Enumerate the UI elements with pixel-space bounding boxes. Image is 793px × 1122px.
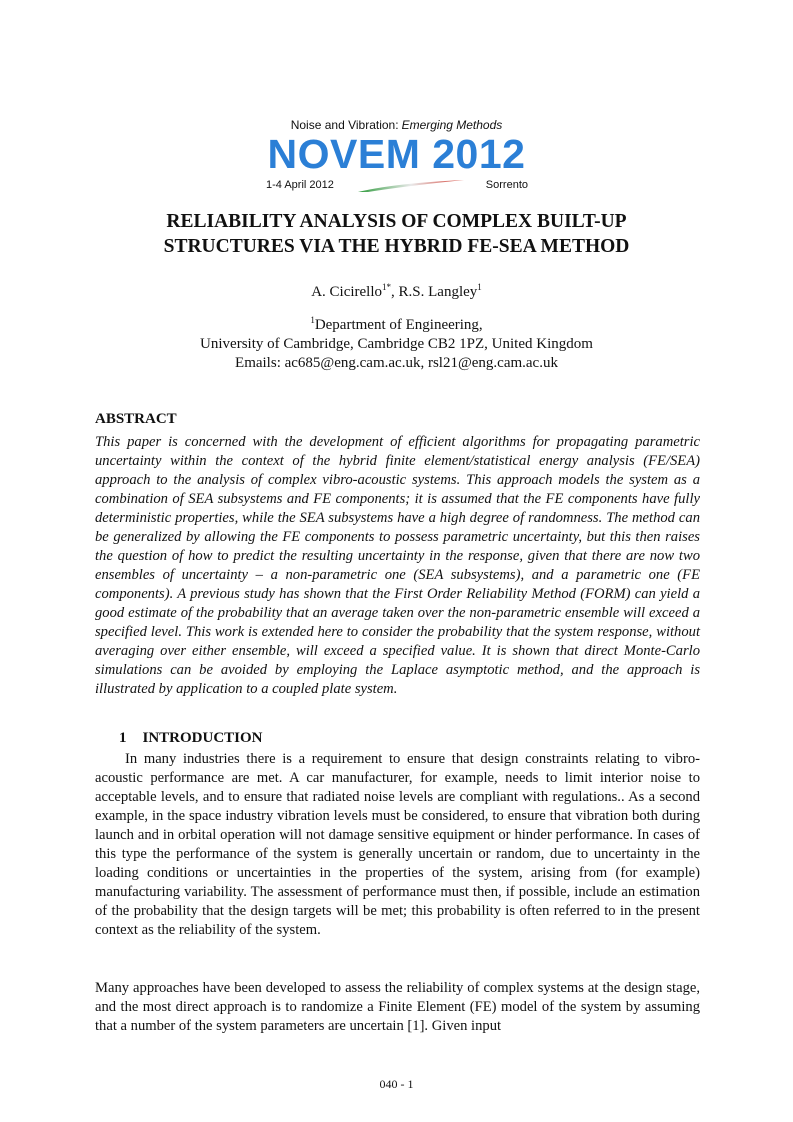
introduction-paragraph-2: Many approaches have been developed to assess the reliability of complex systems at the design stage, and the most direct approach is to randomize a Finite Element (FE) model of the system by assuming that a number of the system parameters are uncertain [1]. Given input bbox=[95, 980, 700, 1034]
conference-tagline: Noise and Vibration: Emerging Methods bbox=[290, 118, 503, 132]
author-affiliation: $^1$Department of Engineering, University of Cambridge, Cambridge CB2 1PZ, United Kingdom Emails: ac685@eng.cam.ac.uk, rsl21@eng.cam.ac.uk bbox=[0, 316, 793, 373]
paper-title: RELIABILITY ANALYSIS OF COMPLEX BUILT-UP STRUCTURES VIA THE HYBRID FE-SEA METHOD bbox=[163, 211, 630, 257]
conference-dates: 1-4 April 2012 bbox=[266, 179, 334, 191]
novem-logo: NOVEM 2012 bbox=[267, 131, 526, 177]
section-heading-introduction: 1 INTRODUCTION bbox=[119, 730, 263, 746]
paper-authors: A. Cicirello$^{1*}$, R.S. Langley$^1$ bbox=[311, 282, 482, 300]
conference-date-location bbox=[266, 179, 528, 195]
conference-location: Sorrento bbox=[485, 179, 528, 191]
page-number: 040 - 1 bbox=[379, 1077, 414, 1091]
introduction-paragraph-1: In many industries there is a requirement to ensure that design constraints relating to vibro-acoustic performance are met. A car manufacturer, for example, needs to limit interior noise to acceptable levels, and to ensure that radiated noise levels are compliant with regulations.. As a second example, in the space industry vibration levels must be considered, to ensure that vibration both during launch and in orbital operation will not damage sensitive equipment or hinder performance. In cases of this type the performance of the system is generally uncertain or random, due to uncertainty in the loading conditions or uncertainties in the properties of the system, arising from (for example) manufacturing variability. The assessment of performance must then, if possible, include an estimation of the probability that the design targets will be met; this probability is often referred to in the present context as the reliability of the system. bbox=[95, 751, 700, 938]
abstract-text: This paper is concerned with the development of efficient algorithms for propagating parametric uncertainty within the context of the hybrid finite element/statistical energy analysis (FE/SEA) approach to the analysis of complex vibro-acoustic systems. This approach models the system as a combination of SEA subsystems and FE components; it is assumed that the FE components have fully deterministic properties, while the SEA subsystems have a high degree of randomness. The method can be generalized by allowing the FE components to possess parametric uncertainty, but this then raises the question of how to predict the resulting uncertainty in the response, given that there are now two ensembles of uncertainty – a non-parametric one (SEA subsystems), and a parametric one (FE components). A previous study has shown that the First Order Reliability Method (FORM) can yield a good estimate of the probability that an average taken over the non-parametric ensemble will exceed a specified level. This work is extended here to consider the probability that the system response, without averaging over either ensemble, will exceed a specified value. It is shown that direct Monte-Carlo simulations can be avoided by employing the Laplace asymptotic method, and the approach is illustrated by application to a coupled plate system. bbox=[95, 434, 700, 697]
abstract-heading: ABSTRACT bbox=[95, 411, 177, 427]
tricolor-swoosh-icon bbox=[356, 179, 466, 193]
author-emails: Emails: ac685@eng.cam.ac.uk, rsl21@eng.cam.ac.uk bbox=[235, 355, 558, 371]
